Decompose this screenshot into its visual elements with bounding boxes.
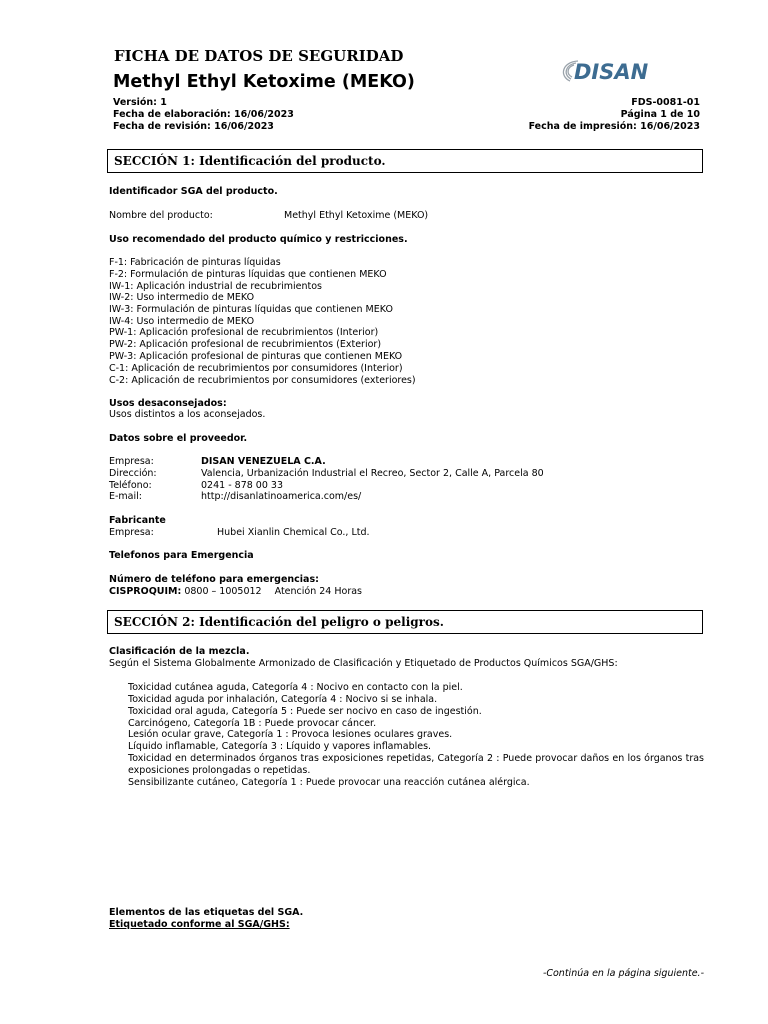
- mixture-intro: Según el Sistema Globalmente Armonizado de Clasificación y Etiquetado de Productos Químicos SGA/GHS:: [109, 658, 618, 669]
- use-item: PW-3: Aplicación profesional de pinturas que contienen MEKO: [109, 351, 403, 362]
- version: Versión: 1: [113, 97, 167, 108]
- supplier-email-label: E-mail:: [109, 491, 142, 502]
- hazard-item: Sensibilizante cutáneo, Categoría 1 : Puede provocar una reacción cutánea alérgica.: [128, 777, 530, 788]
- hazard-item: Toxicidad aguda por inhalación, Categoría 4 : Nocivo si se inhala.: [128, 694, 438, 705]
- label-elements-heading: Elementos de las etiquetas del SGA.: [109, 907, 304, 918]
- supplier-company-value: DISAN VENEZUELA C.A.: [201, 456, 326, 467]
- page-number: Página 1 de 10: [620, 109, 700, 120]
- print-date: Fecha de impresión: 16/06/2023: [528, 121, 700, 132]
- hazard-item: Toxicidad oral aguda, Categoría 5 : Puede ser nocivo en caso de ingestión.: [128, 706, 482, 717]
- document-type: FICHA DE DATOS DE SEGURIDAD: [114, 47, 404, 65]
- uses-heading: Uso recomendado del producto químico y restricciones.: [109, 234, 408, 245]
- section-1-title: SECCIÓN 1: Identificación del producto.: [114, 154, 386, 168]
- meta-row-1: [113, 97, 700, 109]
- continue-note: -Continúa en la página siguiente.-: [542, 968, 704, 979]
- emergency-number-heading: Número de teléfono para emergencias:: [109, 574, 319, 585]
- supplier-phone-label: Teléfono:: [109, 480, 152, 491]
- revision-date: Fecha de revisión: 16/06/2023: [113, 121, 274, 132]
- elaboration-date: Fecha de elaboración: 16/06/2023: [113, 109, 294, 120]
- use-item: C-2: Aplicación de recubrimientos por consumidores (exteriores): [109, 375, 416, 386]
- use-item: C-1: Aplicación de recubrimientos por consumidores (Interior): [109, 363, 403, 374]
- hazard-item: Carcinógeno, Categoría 1B : Puede provocar cáncer.: [128, 718, 377, 729]
- use-item: F-2: Formulación de pinturas líquidas que contienen MEKO: [109, 269, 387, 280]
- supplier-company-label: Empresa:: [109, 456, 154, 467]
- supplier-address-label: Dirección:: [109, 468, 157, 479]
- supplier-phone-value: 0241 - 878 00 33: [201, 480, 283, 491]
- supplier-address-value: Valencia, Urbanización Industrial el Recreo, Sector 2, Calle A, Parcela 80: [201, 468, 544, 479]
- use-item: F-1: Fabricación de pinturas líquidas: [109, 257, 281, 268]
- use-item: IW-2: Uso intermedio de MEKO: [109, 292, 255, 303]
- hazard-item-long: Toxicidad en determinados órganos tras exposiciones repetidas, Categoría 2 : Puede provocar daños en los órganos tras exposiciones prolongadas o repetidas.: [128, 753, 704, 776]
- doc-code: FDS-0081-01: [631, 97, 700, 108]
- labeling-heading: Etiquetado conforme al SGA/GHS:: [109, 919, 290, 930]
- supplier-email-link[interactable]: http://disanlatinoamerica.com/es/: [201, 491, 362, 502]
- hazard-item: Lesión ocular grave, Categoría 1 : Provoca lesiones oculares graves.: [128, 729, 453, 740]
- disan-logo: [556, 58, 692, 84]
- section-1-header: [107, 149, 703, 173]
- manufacturer-label: Empresa:: [109, 527, 154, 538]
- manufacturer-value: Hubei Xianlin Chemical Co., Ltd.: [217, 527, 370, 538]
- hazard-item: Toxicidad cutánea aguda, Categoría 4 : Nocivo en contacto con la piel.: [128, 682, 463, 693]
- identifier-heading: Identificador SGA del producto.: [109, 186, 278, 197]
- emergency-hours: Atención 24 Horas: [274, 586, 363, 597]
- meta-row-3: [113, 121, 700, 133]
- use-item: PW-2: Aplicación profesional de recubrimientos (Exterior): [109, 339, 382, 350]
- use-item: IW-4: Uso intermedio de MEKO: [109, 316, 255, 327]
- supplier-heading: Datos sobre el proveedor.: [109, 433, 248, 444]
- meta-row-2: [113, 109, 700, 121]
- emergency-number: 0800 – 1005012: [184, 586, 262, 597]
- logo-text: DISAN: [574, 60, 649, 84]
- section-2-header: [107, 610, 703, 634]
- product-title: Methyl Ethyl Ketoxime (MEKO): [113, 72, 415, 92]
- manufacturer-heading: Fabricante: [109, 515, 166, 526]
- emergency-contact: [109, 586, 362, 598]
- product-name-value: Methyl Ethyl Ketoxime (MEKO): [284, 210, 429, 221]
- mixture-heading: Clasificación de la mezcla.: [109, 646, 250, 657]
- use-item: IW-1: Aplicación industrial de recubrimientos: [109, 281, 322, 292]
- product-name-label: Nombre del producto:: [109, 210, 213, 221]
- hazard-item: Líquido inflamable, Categoría 3 : Líquido y vapores inflamables.: [128, 741, 432, 752]
- use-item: IW-3: Formulación de pinturas líquidas que contienen MEKO: [109, 304, 393, 315]
- emergency-org: CISPROQUIM:: [109, 586, 182, 597]
- not-recommended-text: Usos distintos a los aconsejados.: [109, 409, 266, 420]
- use-item: PW-1: Aplicación profesional de recubrimientos (Interior): [109, 327, 379, 338]
- emergency-heading: Telefonos para Emergencia: [109, 550, 254, 561]
- not-recommended-heading: Usos desaconsejados:: [109, 398, 227, 409]
- section-2-title: SECCIÓN 2: Identificación del peligro o peligros.: [114, 615, 444, 629]
